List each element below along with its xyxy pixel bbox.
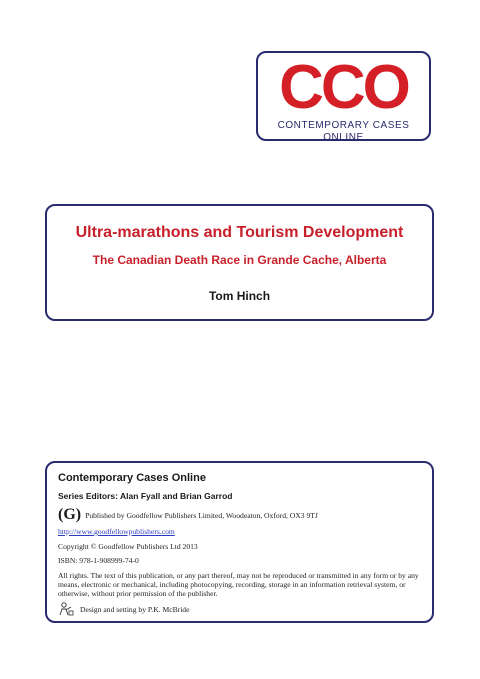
title-block <box>45 204 434 321</box>
designer-figure-icon <box>58 602 74 616</box>
isbn-text: ISBN: 978-1-908999-74-0 <box>58 556 139 565</box>
publisher-block <box>45 461 434 623</box>
rights-text: All rights. The text of this publication, or any part thereof, may not be reproduced or transmitted in any form or by any means, electronic or mechanical, including photocopying, recording, storage in an information retrieval system, or otherwise, without prior permission of the publisher. <box>58 571 419 599</box>
publisher-url-link[interactable]: http://www.goodfellowpublishers.com <box>58 527 175 536</box>
design-credit-line <box>58 602 189 616</box>
published-by-text: Published by Goodfellow Publishers Limited, Woodeaton, Oxford, OX3 9TJ <box>85 510 318 520</box>
author-name: Tom Hinch <box>208 289 271 303</box>
copyright-text: Copyright © Goodfellow Publishers Ltd 2013 <box>58 542 198 551</box>
published-by-line <box>58 507 318 523</box>
book-title: Ultra-marathons and Tourism Development <box>75 224 404 241</box>
cco-logo-mark: CCO <box>279 53 408 122</box>
cco-logo-subtitle: CONTEMPORARY CASES ONLINE <box>277 119 410 143</box>
series-name: Contemporary Cases Online <box>58 472 206 484</box>
cco-logo <box>256 51 431 141</box>
book-subtitle: The Canadian Death Race in Grande Cache, Alberta <box>92 253 387 267</box>
goodfellow-logo-icon: (G) <box>58 506 82 523</box>
design-credit-text: Design and setting by P.K. McBride <box>80 604 190 614</box>
series-editors: Series Editors: Alan Fyall and Brian Garrod <box>58 491 233 501</box>
